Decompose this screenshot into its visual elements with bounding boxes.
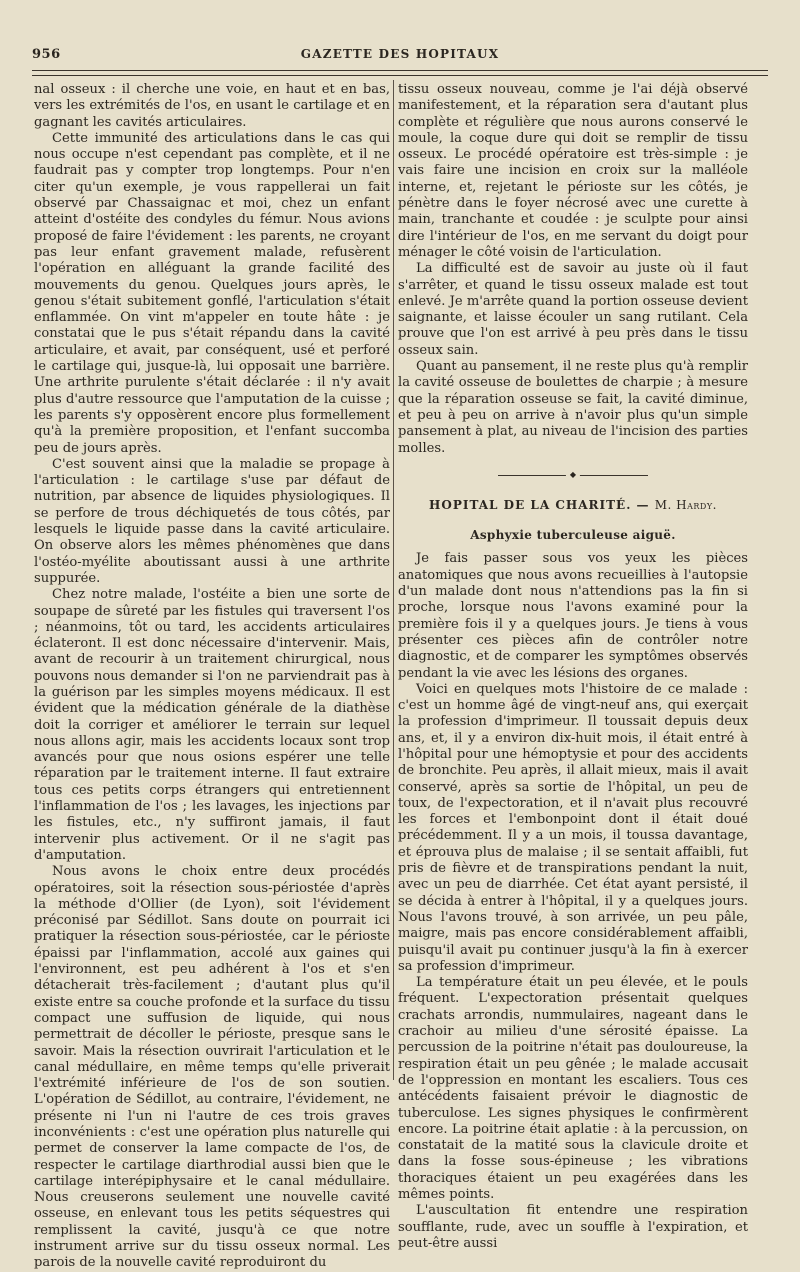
right-paragraph-6: La température était un peu élevée, et le pouls fréquent. L'expectoration présentait quelques crachats arrondis, nummulaires, nageant dans le crachoir au milieu d'une sérosité épaisse. La percussion de la poitrine n'était pas douloureuse, la respiration était un peu gênée ; le malade accusait de l'oppression en montant les escaliers. Tous ces antécédents faisaient prévoir le diagnostic de tuberculose. Les signes physiques le confirmèrent encore. La poitrine était aplatie : à la percussion, on constatait de la matité sous la clavicule droite et dans la fosse sous-épineuse ; les vibrations thoraciques étaient un peu exagérées dans les mêmes points. — [398, 975, 748, 1202]
left-paragraph-1: nal osseux : il cherche une voie, en haut et en bas, vers les extrémités de l'os, en usant le cartilage et en gagnant les cavités articulaires. — [34, 82, 390, 130]
left-paragraph-2: Cette immunité des articulations dans le cas qui nous occupe n'est cependant pas complète, et il ne faudrait pas y compter trop longtemps. Pour n'en citer qu'un exemple, je vous rappellerai un fait observé par Chassaignac et moi, chez un enfant atteint d'ostéite des condyles du fémur. Nous avions proposé de faire l'évidement : les parents, ne croyant pas leur enfant gravement malade, refusèrent l'opération en alléguant la grande facilité des mouvements du genou. Quelques jours après, le genou s'était subitement gonflé, l'articulation s'était enflammée. On vint m'appeler en toute hâte : je constatai que le pus s'était répandu dans la cavité articulaire, et avait, par conséquent, usé et perforé le cartilage qui, jusque-là, lui opposait une barrière. Une arthrite purulente s'était déclarée : il n'y avait plus d'autre ressource que l'amputation de la cuisse ; les parents s'y opposèrent encore plus formellement qu'à la première proposition, et l'enfant succomba peu de jours après. — [34, 130, 390, 456]
right-column — [398, 82, 748, 1251]
left-paragraph-3: C'est souvent ainsi que la maladie se propage à l'articulation : le cartilage s'use par défaut de nutrition, par absence de liquides physiologiques. Il se perfore de trous déchiquetés de tous côtés, par lesquels le liquide passe dans la cavité articulaire. On observe alors les mêmes phénomènes que dans l'ostéo-myélite aboutissant aussi à une arthrite suppurée. — [34, 456, 390, 586]
left-paragraph-5: Nous avons le choix entre deux procédés opératoires, soit la résection sous-périostée d'après la méthode d'Ollier (de Lyon), soit l'évidement préconisé par Sédillot. Sans doute on pourrait ici pratiquer la résection sous-périostée, car le périoste épaissi par l'inflammation, accolé aux gaines qui l'environnent, est peu adhérent à l'os et s'en détacherait très-facilement ; d'autant plus qu'il existe entre sa couche profonde et la surface du tissu compact une suffusion de liquide, qui nous permettrait de décoller le périoste, presque sans le savoir. Mais la résection ouvrirait l'articulation et le canal médullaire, en même temps qu'elle priverait l'extrémité inférieure de l'os de son soutien. L'opération de Sédillot, au contraire, l'évidement, ne présente ni l'un ni l'autre de ces trois graves inconvénients : c'est une opération plus naturelle qui permet de conserver la lame compacte de l'os, de respecter le cartilage diarthrodial aussi bien que le cartilage interépiphysaire et le canal médullaire. Nous creuserons seulement une nouvelle cavité osseuse, en enlevant tous les petits séquestres qui remplissent la cavité, jusqu'à ce que notre instrument arrive sur du tissu osseux normal. Les parois de la nouvelle cavité reproduiront du — [34, 864, 390, 1271]
right-paragraph-3: Quant au pansement, il ne reste plus qu'à remplir la cavité osseuse de boulettes de charpie ; à mesure que la réparation osseuse se fait, la cavité diminue, et peu à peu on arrive à n'avoir plus qu'un simple pansement à plat, au niveau de l'incision des parties molles. — [398, 359, 748, 456]
right-paragraph-7: L'auscultation fit entendre une respiration soufflante, rude, avec un souffle à l'expiration, et peut-être aussi — [398, 1203, 748, 1251]
right-paragraph-5: Voici en quelques mots l'histoire de ce malade : c'est un homme âgé de vingt-neuf ans, qui exerçait la profession d'imprimeur. Il toussait depuis deux ans, et, il y a environ dix-huit mois, il était entré à l'hôpital pour une hémoptysie et pour des accidents de bronchite. Peu après, il allait mieux, mais il avait conservé, après sa sortie de l'hôpital, un peu de toux, de l'expectoration, et il n'avait plus recouvré les forces et l'embonpoint dont il était doué précédemment. Il y a un mois, il toussa davantage, et éprouva plus de malaise ; il se sentait affaibli, fut pris de fièvre et de transpirations pendant la nuit, avec un peu de diarrhée. Cet état ayant persisté, il se décida à entrer à l'hôpital, il y a quelques jours. Nous l'avons trouvé, à son arrivée, un peu pâle, maigre, mais pas encore considérablement affaibli, puisqu'il avait pu continuer jusqu'à la fin à exercer sa profession d'imprimeur. — [398, 681, 748, 974]
section-heading — [398, 497, 748, 513]
section-title: HOPITAL DE LA CHARITÉ. — — [429, 497, 650, 512]
column-divider — [393, 80, 394, 1080]
section-separator: ◆ — [498, 471, 648, 479]
right-paragraph-4: Je fais passer sous vos yeux les pièces anatomiques que nous avons recueillies à l'autopsie d'un malade dont nous n'attendions pas la fin si proche, lorsque nous l'avons examiné pour la première fois il y a quelques jours. Je tiens à vous présenter ces pièces afin de contrôler notre diagnostic, et de comparer les symptômes observés pendant la vie avec les lésions des organes. — [398, 551, 748, 681]
left-paragraph-4: Chez notre malade, l'ostéite a bien une sorte de soupape de sûreté par les fistules qui traversent l'os ; néanmoins, tôt ou tard, les accidents articulaires éclateront. Il est donc nécessaire d'intervenir. Mais, avant de recourir à un traitement chirurgical, nous pouvons nous demander si l'on ne parviendrait pas à la guérison par les simples moyens médicaux. Il est évident que la médication générale de la diathèse doit la corriger et améliorer le terrain sur lequel nous allons agir, mais les accidents locaux sont trop avancés pour que nous osions espérer une telle réparation par le traitement interne. Il faut extraire tous ces petits corps étrangers qui entretiennent l'inflammation de l'os ; les lavages, les injections par les fistules, etc., n'y suffiront jamais, il faut intervenir plus activement. Or il ne s'agit pas d'amputation. — [34, 587, 390, 863]
page-header — [32, 44, 768, 64]
right-paragraph-1: tissu osseux nouveau, comme je l'ai déjà observé manifestement, et la réparation sera d'autant plus complète et régulière que nous aurons conservé le moule, la coque dure qui doit se remplir de tissu osseux. Le procédé opératoire est très-simple : je vais faire une incision en croix sur la malléole interne, et, rejetant le périoste sur les côtés, je pénètre dans le foyer nécrosé avec une curette à main, tranchante et coudée : je sculpte pour ainsi dire l'intérieur de l'os, en me servant du doigt pour ménager le côté voisin de l'articulation. — [398, 82, 748, 260]
right-paragraph-2: La difficulté est de savoir au juste où il faut s'arrêter, et quand le tissu osseux malade est tout enlevé. Je m'arrête quand la portion osseuse devient saignante, et laisse écouler un sang rutilant. Cela prouve que l'on est arrivé à peu près dans le tissu osseux sain. — [398, 261, 748, 358]
running-title: GAZETTE DES HOPITAUX — [300, 47, 500, 61]
header-rule — [32, 70, 768, 76]
left-column — [34, 82, 390, 1271]
section-subtitle: Asphyxie tuberculeuse aiguë. — [470, 528, 676, 543]
page-number: 956 — [32, 46, 61, 62]
section-doctor: M. Hardy. — [654, 497, 717, 512]
